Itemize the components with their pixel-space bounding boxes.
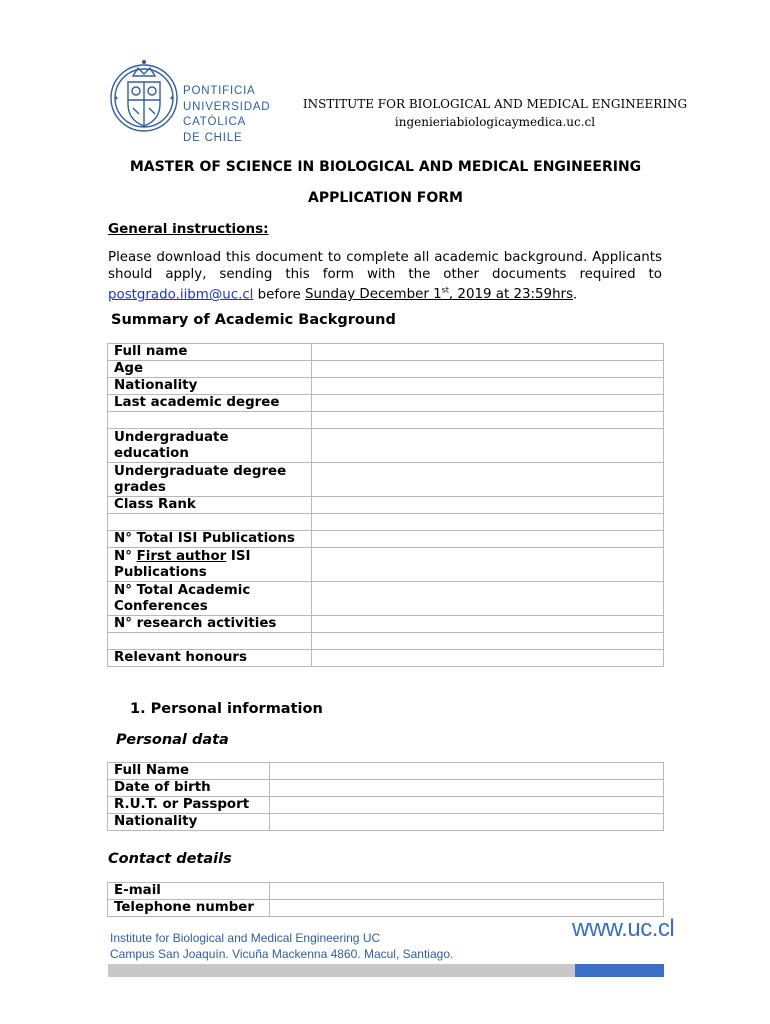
label-age: Age — [108, 361, 312, 378]
institute-website: ingenieriabiologicaymedica.uc.cl — [394, 115, 596, 129]
honours-field[interactable] — [312, 650, 664, 667]
nationality-field[interactable] — [312, 378, 664, 395]
footer-website-link[interactable]: www.uc.cl — [572, 915, 675, 942]
label-email: E-mail — [108, 883, 270, 900]
summary-table — [107, 343, 664, 667]
label-total-isi: N° Total ISI Publications — [108, 531, 312, 548]
first-author-isi-field[interactable] — [312, 548, 664, 582]
university-logo-text: PONTIFICIA UNIVERSIDAD CATÓLICA DE CHILE — [183, 85, 271, 144]
label-personal-full-name: Full Name — [108, 763, 270, 780]
instructions-heading: General instructions: — [108, 221, 269, 237]
rut-passport-field[interactable] — [270, 797, 664, 814]
document-title: MASTER OF SCIENCE IN BIOLOGICAL AND MEDICAL ENGINEERING — [129, 159, 642, 175]
label-undergrad-education: Undergraduate education — [108, 429, 312, 463]
spacer-row — [108, 514, 312, 531]
label-full-name: Full name — [108, 344, 312, 361]
label-telephone: Telephone number — [108, 900, 270, 917]
telephone-field[interactable] — [270, 900, 664, 917]
personal-full-name-field[interactable] — [270, 763, 664, 780]
label-date-of-birth: Date of birth — [108, 780, 270, 797]
age-field[interactable] — [312, 361, 664, 378]
label-personal-nationality: Nationality — [108, 814, 270, 831]
personal-info-heading: 1. Personal information — [130, 701, 323, 717]
summary-heading: Summary of Academic Background — [111, 312, 396, 328]
undergrad-grades-field[interactable] — [312, 463, 664, 497]
personal-data-table — [107, 762, 664, 831]
undergrad-education-field[interactable] — [312, 429, 664, 463]
contact-table — [107, 882, 664, 917]
date-of-birth-field[interactable] — [270, 780, 664, 797]
full-name-field[interactable] — [312, 344, 664, 361]
footer-bar-grey — [108, 964, 575, 977]
deadline: Sunday December 1st, 2019 at 23:59hrs — [305, 286, 574, 303]
email-link[interactable]: postgrado.iibm@uc.cl — [108, 287, 254, 303]
contact-details-heading: Contact details — [108, 851, 232, 867]
email-field[interactable] — [270, 883, 664, 900]
personal-nationality-field[interactable] — [270, 814, 664, 831]
class-rank-field[interactable] — [312, 497, 664, 514]
institute-name: INSTITUTE FOR BIOLOGICAL AND MEDICAL ENGINEERING — [302, 97, 688, 111]
footer-bar-blue — [575, 964, 664, 977]
institute-header — [290, 95, 700, 131]
label-first-author-isi: N° First author ISI Publications — [108, 548, 312, 582]
label-class-rank: Class Rank — [108, 497, 312, 514]
last-degree-field[interactable] — [312, 395, 664, 412]
instructions-paragraph: Please download this document to complete all academic background. Applicants should apply, sending this form with the other documents required to postgrado.iibm@uc.cl before Sunday December 1st, 2019 at 23:59hrs. — [108, 250, 662, 303]
spacer-row — [108, 412, 312, 429]
total-conferences-field[interactable] — [312, 582, 664, 616]
label-total-conferences: N° Total Academic Conferences — [108, 582, 312, 616]
label-honours: Relevant honours — [108, 650, 312, 667]
footer-address: Institute for Biological and Medical Engineering UC Campus San Joaquín. Vicuña Mackenna 4860. Macul, Santiago. — [110, 931, 454, 961]
spacer-row — [108, 633, 312, 650]
personal-data-heading: Personal data — [116, 732, 229, 748]
total-isi-field[interactable] — [312, 531, 664, 548]
document-subtitle: APPLICATION FORM — [308, 190, 463, 206]
label-undergrad-grades: Undergraduate degree grades — [108, 463, 312, 497]
research-activities-field[interactable] — [312, 616, 664, 633]
label-research-activities: N° research activities — [108, 616, 312, 633]
label-rut-passport: R.U.T. or Passport — [108, 797, 270, 814]
footer-bar — [108, 964, 664, 977]
label-last-degree: Last academic degree — [108, 395, 312, 412]
label-nationality: Nationality — [108, 378, 312, 395]
